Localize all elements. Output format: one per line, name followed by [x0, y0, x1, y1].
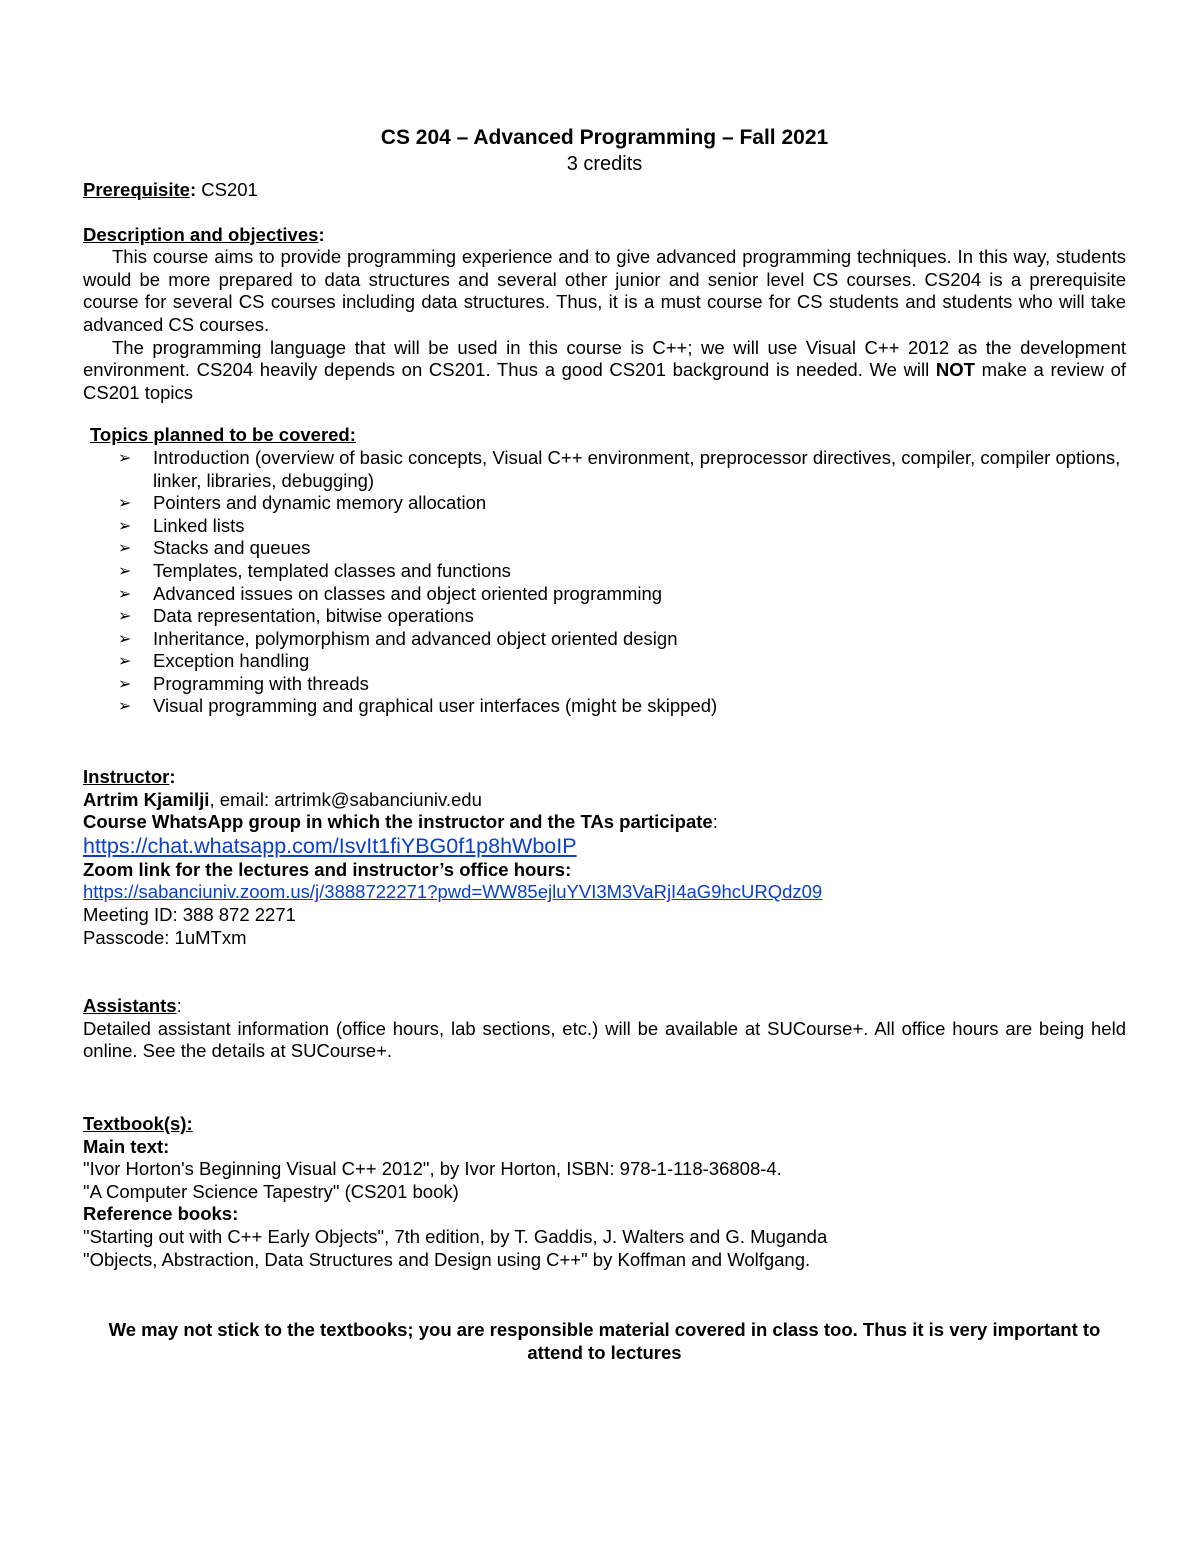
assistants-heading: Assistants [83, 995, 177, 1017]
description-paragraph-2 [83, 337, 1126, 405]
list-item [118, 582, 1126, 606]
whatsapp-link-line [83, 834, 1126, 859]
instructor-name: Artrim Kjamilji [83, 788, 210, 810]
whatsapp-link[interactable]: https://chat.whatsapp.com/IsvIt1fiYBG0f1p8hWboIP [83, 833, 577, 858]
arrow-bullet-icon: ➢ [118, 651, 132, 671]
list-item [118, 672, 1126, 696]
main-text-label: Main text: [83, 1135, 170, 1157]
passcode: Passcode: 1uMTxm [83, 926, 247, 948]
prerequisite-line [83, 179, 1126, 202]
arrow-bullet-icon: ➢ [118, 628, 132, 648]
zoom-label: Zoom link for the lectures and instructor’s office hours: [83, 858, 572, 880]
description-heading-line [83, 224, 1126, 247]
arrow-bullet-icon: ➢ [118, 696, 132, 716]
arrow-bullet-icon: ➢ [118, 560, 132, 580]
arrow-bullet-icon: ➢ [118, 583, 132, 603]
assistants-heading-line [83, 995, 1126, 1018]
arrow-bullet-icon: ➢ [118, 515, 132, 535]
list-item [118, 559, 1126, 583]
list-item [118, 695, 1126, 718]
topic-text: Linked lists [153, 514, 245, 536]
prerequisite-value: CS201 [201, 179, 258, 200]
topic-text: Exception handling [153, 650, 310, 672]
topic-text: Templates, templated classes and functions [153, 559, 511, 581]
list-item [118, 446, 1126, 492]
arrow-bullet-icon: ➢ [118, 493, 132, 513]
meeting-id: Meeting ID: 388 872 2271 [83, 904, 296, 926]
description-p2-end: make a review of CS201 topics [83, 359, 1126, 403]
topic-text: Stacks and queues [153, 537, 311, 559]
syllabus-content [83, 124, 1126, 1364]
topic-text: Introduction (overview of basic concepts, Visual C++ environment, preprocessor directives, compiler, compiler options, linker, libraries, debugging) [153, 446, 1121, 491]
list-item [118, 605, 1126, 628]
textbooks-heading-line [83, 1113, 1126, 1136]
main-text-item: "A Computer Science Tapestry" (CS201 book) [83, 1180, 459, 1202]
topic-text: Pointers and dynamic memory allocation [153, 492, 487, 514]
instructor-heading-line [83, 766, 1126, 789]
main-text-item: "Ivor Horton's Beginning Visual C++ 2012", by Ivor Horton, ISBN: 978-1-118-36808-4. [83, 1158, 782, 1180]
whatsapp-label: Course WhatsApp group in which the instructor and the TAs participate [83, 811, 713, 833]
instructor-contact [83, 789, 1126, 812]
arrow-bullet-icon: ➢ [118, 606, 132, 626]
course-title: CS 204 – Advanced Programming – Fall 2021 [380, 126, 829, 149]
list-item [118, 650, 1126, 673]
instructor-heading: Instructor [83, 766, 170, 788]
instructor-colon: : [169, 766, 176, 788]
description-heading: Description and objectives [83, 223, 319, 245]
instructor-email: , email: artrimk@sabanciuniv.edu [209, 788, 482, 810]
topic-text: Advanced issues on classes and object oriented programming [153, 582, 663, 604]
description-paragraph-1: This course aims to provide programming experience and to give advanced programming techniques. In this way, students would be more prepared to data structures and several other junior and senior level CS courses. CS204 is a prerequisite course for several CS courses including data structures. Thus, it is a must course for CS students and students who will take advanced CS courses. [83, 246, 1126, 335]
whatsapp-label-line [83, 811, 1126, 834]
zoom-link[interactable]: https://sabanciuniv.zoom.us/j/3888722271?pwd=WW85ejluYVI3M3VaRjI4aG9hcURQdz09 [83, 881, 823, 903]
topic-text: Inheritance, polymorphism and advanced object oriented design [153, 627, 678, 649]
arrow-bullet-icon: ➢ [118, 673, 132, 693]
topics-heading-line [83, 424, 1126, 447]
assistants-text: Detailed assistant information (office hours, lab sections, etc.) will be available at SUCourse+. All office hours are being held online. See the details at SUCourse+. [83, 1017, 1126, 1062]
zoom-link-line [83, 881, 1126, 904]
description-p2-text: The programming language that will be used in this course is C++; we will use Visual C++ 2012 as the development environment. CS204 heavily depends on CS201. Thus a good CS201 background is needed. We will [83, 336, 1126, 381]
list-item [118, 627, 1126, 651]
arrow-bullet-icon: ➢ [118, 447, 132, 467]
prerequisite-colon: : [189, 179, 197, 200]
course-credits: 3 credits [566, 153, 643, 175]
textbooks-heading: Textbook(s): [83, 1113, 193, 1134]
list-item [118, 492, 1126, 515]
reference-book-item: "Objects, Abstraction, Data Structures and Design using C++" by Koffman and Wolfgang. [83, 1248, 811, 1270]
prerequisite-label: Prerequisite [83, 179, 190, 200]
topics-heading: Topics planned to be covered: [90, 424, 356, 446]
topic-text: Programming with threads [153, 672, 369, 694]
description-p2-emphasis: NOT [935, 359, 975, 381]
reference-book-item: "Starting out with C++ Early Objects", 7th edition, by T. Gaddis, J. Walters and G. Muganda [83, 1225, 828, 1247]
arrow-bullet-icon: ➢ [118, 538, 132, 558]
list-item [118, 514, 1126, 538]
topics-list [83, 447, 1126, 718]
whatsapp-colon: : [712, 811, 718, 833]
closing-note: We may not stick to the textbooks; you are responsible material covered in class too. Thus it is very important to attend to lectures [108, 1319, 1101, 1363]
description-colon: : [318, 223, 325, 245]
reference-books-label: Reference books: [83, 1203, 239, 1225]
assistants-colon: : [176, 995, 182, 1017]
list-item [118, 537, 1126, 560]
topic-text: Data representation, bitwise operations [153, 605, 474, 627]
topic-text: Visual programming and graphical user interfaces (might be skipped) [153, 695, 718, 717]
